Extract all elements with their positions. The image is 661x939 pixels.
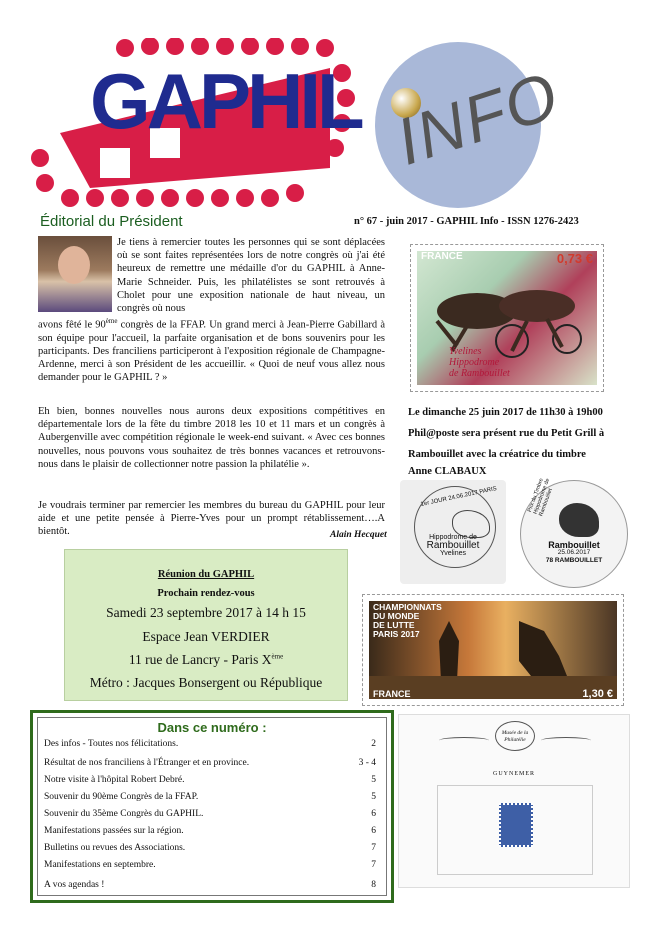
event-announcement: Le dimanche 25 juin 2017 de 11h30 à 19h00 Phil@poste sera présent rue du Petit Grill à Rambouillet avec la créatrice du timbre Anne CLABAUX [408,407,605,477]
postmark-rambouillet: Prix du Timbre Hippodrome de Rambouillet Rambouillet 25.06.2017 78 RAMBOUILLET [520,480,628,588]
toc-item: Des infos - Toutes nos félicitations. 2 [44,739,376,749]
toc-item: Manifestations en septembre. 7 [44,860,376,870]
sheet-name: GUYNEMER [493,771,535,777]
stamp-country: FRANCE [421,251,463,262]
toc-item: Résultat de nos franciliens à l'Étranger et en province. 3 - 4 [44,758,376,768]
editorial-paragraph-2: Eh bien, bonnes nouvelles nous aurons deux expositions compétitives en départementale lors de la fête du timbre 2018 les 10 et 11 mars et un congrès à Aubergenville avec compétition régionale le week-end suivant. « Avec ces bonnes nouvelles, nous pouvons vous souhaitez de très bonnes vacances et retrouvons-nous dans le plaisir de collectionner notre passion la philatélie ». [38,406,385,470]
toc-item: Souvenir du 35ème Congrès du GAPHIL. 6 [44,809,376,819]
stamp-price: 0,73 € [556,251,593,266]
meeting-metro: Métro : Jacques Bonsergent ou République [89,675,323,690]
ornament-icon [541,737,591,744]
signature: Alain Hecquet [330,530,387,540]
stamp-caption: Yvelines Hippodrome de Rambouillet [449,346,510,379]
toc-item: Bulletins ou revues des Associations. 7 [44,843,376,853]
meeting-title: Réunion du GAPHIL [157,569,255,580]
meeting-box [64,549,348,701]
toc-item: Notre visite à l'hôpital Robert Debré. 5 [44,775,376,785]
stamp-wrestling [362,594,624,706]
info-text: INFO [387,57,569,179]
issue-line: n° 67 - juin 2017 - GAPHIL Info - ISSN 1276-2423 [354,216,579,227]
stamp-country: FRANCE [373,689,411,699]
meeting-subtitle: Prochain rendez-vous [157,588,255,599]
sheet-header: Musée de la Philatélie [495,721,535,751]
info-circle [375,42,569,208]
editorial-paragraph-1-cont: avons fêté le 90ème congrès de la FFAP. Un grand merci à Jean-Pierre Gabillard à son équipe pour l'accueil, la parfaite organisation et de bons souvenirs pour les participants. Des franciliens participeront à l'exposition régionale de Champagne-Ardenne, merci à son Président de les accueillir. « Quoi de neuf vous allez nous demander pour le GAPHIL ? » [38,317,386,384]
gaphil-logo [30,38,360,208]
president-photo [38,236,112,312]
guynemer-stamp [499,803,533,847]
editorial-paragraph-1: Je tiens à remercier toutes les personnes qui se sont déplacées où se sont faites représentées lors de notre congrès où j'ai été heureux de remettre une médaille d'or du GAPHIL à Anne-Marie Schneider. Puis, les philatélistes se sont retrouvés à Cholet pour une exposition nationale de haut niveau, un congrès où nous [117,237,385,315]
toc-item: A vos agendas ! 8 [44,880,376,890]
stamp-hippodrome [410,244,604,392]
meeting-place: Espace Jean VERDIER [142,629,270,644]
stamp-wrestling-title: CHAMPIONNATS DU MONDE DE LUTTE PARIS 2017 [373,602,442,639]
stamp-price: 1,30 € [582,688,613,700]
horse-head-icon [559,503,599,537]
meeting-date: Samedi 23 septembre 2017 à 14 h 15 [106,605,306,620]
toc-item: Souvenir du 90ème Congrès de la FFAP. 5 [44,792,376,802]
souvenir-sheet-guynemer [398,714,630,888]
logo-text: GAPHIL [90,57,361,145]
ornament-icon [439,737,489,744]
contents-heading: Dans ce numéro : [157,720,267,735]
postmark-first-day: 1er JOUR 24.06.2017 PARIS Hippodrome de Rambouillet Yvelines [400,480,506,584]
editorial-title: Éditorial du Président [40,213,183,230]
toc-item: Manifestations passées sur la région. 6 [44,826,376,836]
editorial-paragraph-3: Je voudrais terminer par remercier les membres du bureau du GAPHIL pour leur aide et une petite pensée à Pierre-Yves pour un prompt rétablissement….A bientôt. [38,500,385,538]
contents-box [30,710,394,903]
meeting-address: 11 rue de Lancry - Paris Xème [128,652,284,667]
